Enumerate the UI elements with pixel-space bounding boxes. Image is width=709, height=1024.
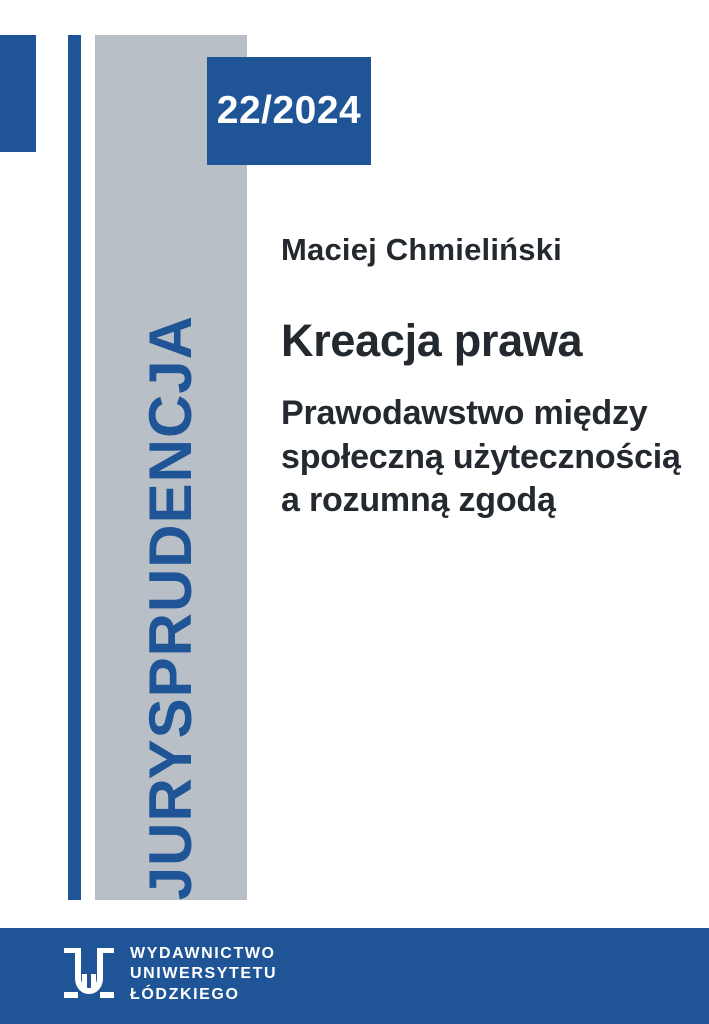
issue-number-text: 22/2024	[216, 89, 362, 132]
decorative-vertical-rule	[68, 35, 81, 900]
publisher-block	[62, 944, 277, 1005]
publisher-name	[130, 944, 277, 1005]
decorative-corner-square	[0, 35, 36, 152]
publisher-line-1: WYDAWNICTWO	[130, 945, 276, 962]
book-subtitle: Prawodawstwo między społeczną użytecznością a rozumną zgodą	[281, 394, 681, 520]
issue-number-box	[207, 57, 371, 165]
book-title: Kreacja prawa	[281, 315, 583, 366]
publisher-line-3: ŁÓDZKIEGO	[130, 985, 240, 1003]
university-logo-icon	[62, 948, 116, 1000]
series-title-text: JURYSPRUDENCJA	[137, 314, 204, 900]
publisher-line-2: UNIWERSYTETU	[130, 965, 278, 983]
publisher-bar	[0, 928, 709, 1024]
author-name: Maciej Chmieliński	[281, 232, 562, 267]
